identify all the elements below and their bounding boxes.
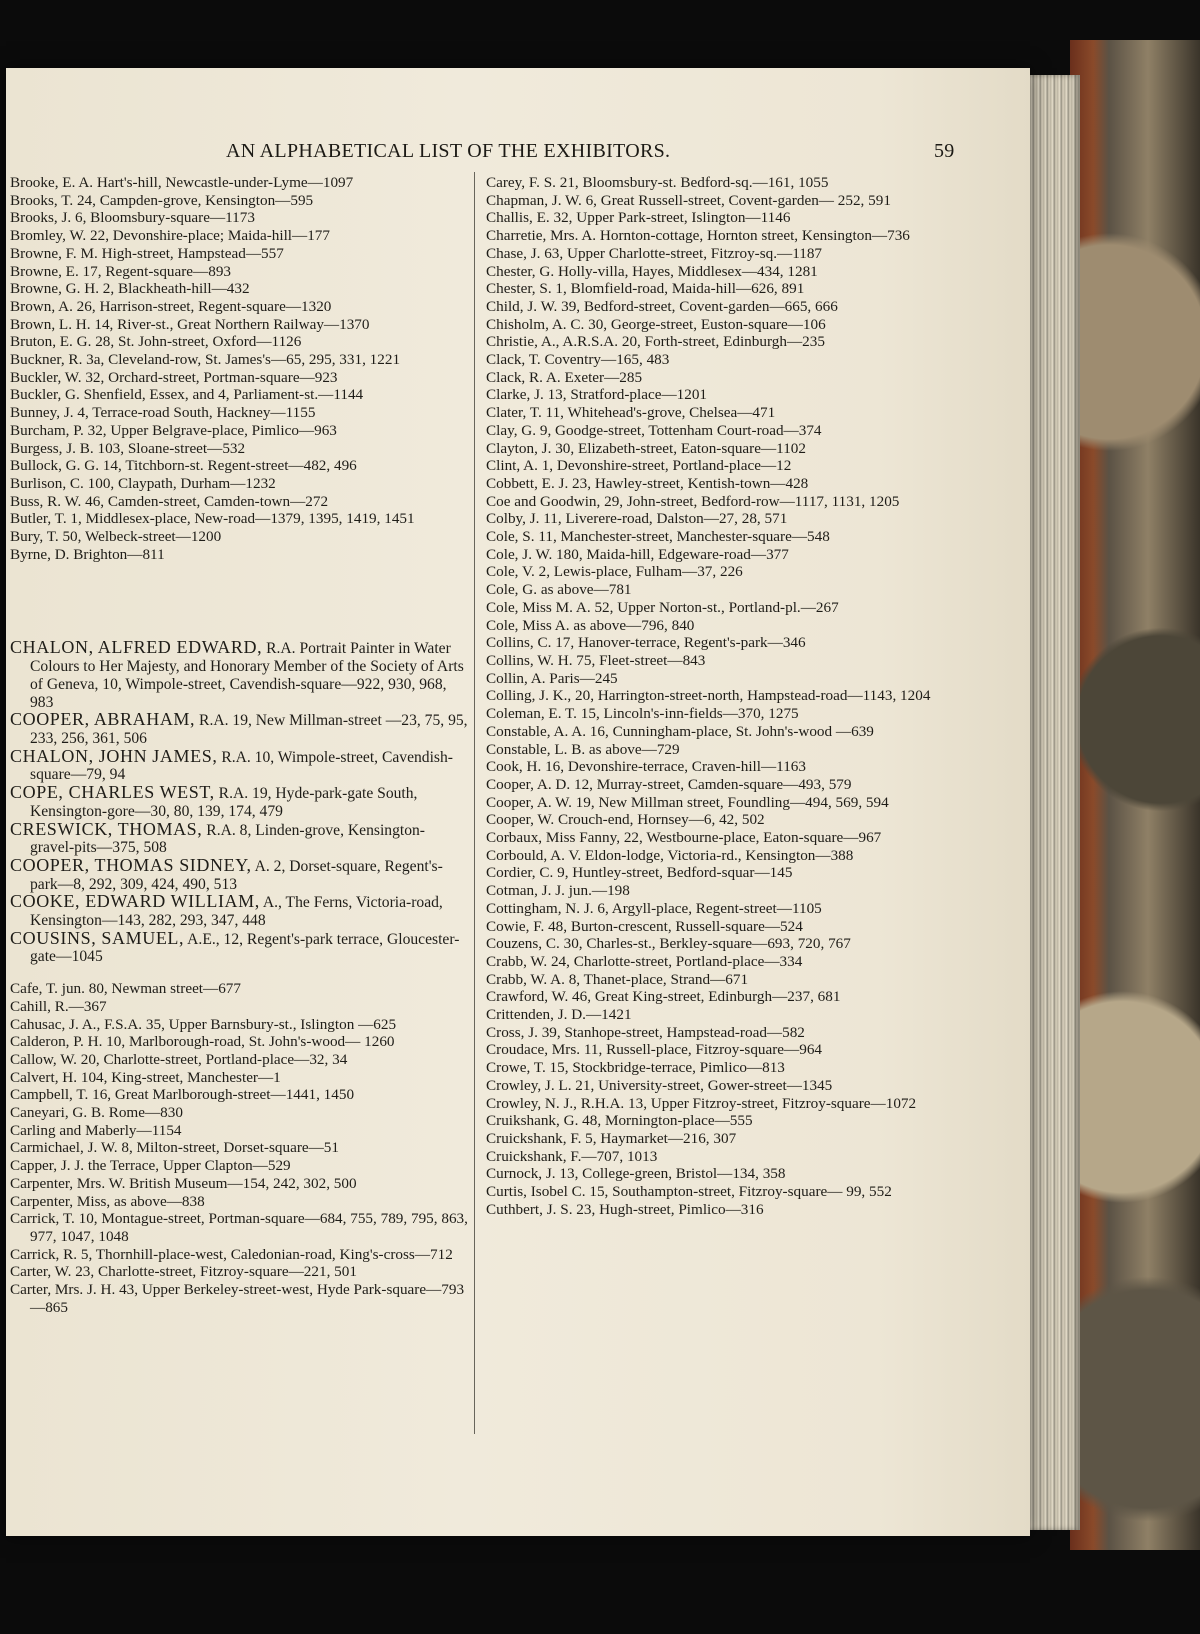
exhibitor-entry: Cahill, R.—367 xyxy=(10,997,107,1015)
exhibitor-entry: Carey, F. S. 21, Bloomsbury-st. Bedford-sq.—161, 1055 xyxy=(486,174,829,191)
exhibitor-entry: Bullock, G. G. 14, Titchborn-st. Regent-street—482, 496 xyxy=(10,457,357,475)
academician-entry xyxy=(10,784,468,820)
academician-details: R.A. Portrait Painter in Water Colours to Her Majesty, and Honorary Member of the Society of Arts of Geneva, 10, Wimpole-street, Cavendish-square—922, 930, 968, 983 xyxy=(30,640,464,711)
academician-entry xyxy=(10,927,468,966)
exhibitor-entry: Burlison, C. 100, Claypath, Durham—1232 xyxy=(10,474,276,492)
exhibitor-entry: Coleman, E. T. 15, Lincoln's-inn-fields—370, 1275 xyxy=(486,705,799,723)
exhibitor-entry: Crowley, J. L. 21, University-street, Gower-street—1345 xyxy=(486,1076,833,1094)
academician-details: R.A. 19, New Millman-street —23, 75, 95, 233, 256, 361, 506 xyxy=(30,712,468,747)
exhibitor-entry: Constable, A. A. 16, Cunningham-place, St. John's-wood —639 xyxy=(486,722,874,740)
exhibitor-entry: Crowley, N. J., R.H.A. 13, Upper Fitzroy-street, Fitzroy-square—1072 xyxy=(486,1094,917,1112)
academician-details: A. 2, Dorset-square, Regent's-park—8, 292, 309, 424, 490, 513 xyxy=(30,857,443,893)
exhibitor-entry: Carter, W. 23, Charlotte-street, Fitzroy-square—221, 501 xyxy=(10,1263,357,1281)
exhibitor-entry: Colling, J. K., 20, Harrington-street-north, Hampstead-road—1143, 1204 xyxy=(486,687,931,705)
right-column xyxy=(486,174,960,1218)
exhibitor-entry: Butler, T. 1, Middlesex-place, New-road—1379, 1395, 1419, 1451 xyxy=(10,510,415,528)
page-title: AN ALPHABETICAL LIST OF THE EXHIBITORS. xyxy=(226,140,671,162)
academician-name: CHALON, ALFRED EDWARD, xyxy=(10,637,263,658)
exhibitor-entry: Clint, A. 1, Devonshire-street, Portland-place—12 xyxy=(486,457,792,475)
academician-name: COUSINS, SAMUEL, xyxy=(10,927,185,948)
exhibitor-entry: Cole, S. 11, Manchester-street, Manchester-square—548 xyxy=(486,528,830,546)
academician-details: R.A. 10, Wimpole-street, Cavendish-square—79, 94 xyxy=(30,748,453,784)
exhibitor-entry: Calvert, H. 104, King-street, Manchester—1 xyxy=(10,1068,281,1086)
exhibitor-entry: Browne, E. 17, Regent-square—893 xyxy=(10,262,232,280)
exhibitor-entry: Crabb, W. 24, Charlotte-street, Portland-place—334 xyxy=(486,952,803,970)
exhibitor-entry: Browne, F. M. High-street, Hampstead—557 xyxy=(10,244,284,262)
exhibitor-entry: Byrne, D. Brighton—811 xyxy=(10,545,165,563)
exhibitor-entry: Colby, J. 11, Liverere-road, Dalston—27, 28, 571 xyxy=(486,510,788,528)
academician-name: COOPER, ABRAHAM, xyxy=(10,709,196,730)
academician-details: R.A. 19, Hyde-park-gate South, Kensington-gore—30, 80, 139, 174, 479 xyxy=(30,785,418,820)
exhibitor-entry: Cafe, T. jun. 80, Newman street—677 xyxy=(10,980,241,998)
exhibitor-entry: Couzens, C. 30, Charles-st., Berkley-square—693, 720, 767 xyxy=(486,935,851,953)
exhibitor-entry: Collins, W. H. 75, Fleet-street—843 xyxy=(486,651,706,669)
exhibitor-entry: Cole, J. W. 180, Maida-hill, Edgeware-road—377 xyxy=(486,545,789,563)
exhibitor-entry: Carmichael, J. W. 8, Milton-street, Dorset-square—51 xyxy=(10,1139,339,1157)
exhibitor-entry: Crittenden, J. D.—1421 xyxy=(486,1006,632,1024)
exhibitor-entry: Cobbett, E. J. 23, Hawley-street, Kentish-town—428 xyxy=(486,474,809,492)
exhibitor-entry: Cowie, F. 48, Burton-crescent, Russell-square—524 xyxy=(486,917,803,935)
page-edges xyxy=(1030,75,1080,1530)
exhibitor-entry: Capper, J. J. the Terrace, Upper Clapton—529 xyxy=(10,1157,291,1175)
exhibitor-entry: Calderon, P. H. 10, Marlborough-road, St. John's-wood— 1260 xyxy=(10,1033,395,1051)
academician-name: COPE, CHARLES WEST, xyxy=(10,782,215,803)
exhibitor-entry: Corbaux, Miss Fanny, 22, Westbourne-place, Eaton-square—967 xyxy=(486,829,882,847)
exhibitor-entry: Chase, J. 63, Upper Charlotte-street, Fitzroy-sq.—1187 xyxy=(486,244,823,262)
academician-name: CRESWICK, THOMAS, xyxy=(10,818,203,839)
academician-details: R.A. 8, Linden-grove, Kensington-gravel-pits—375, 508 xyxy=(30,821,425,857)
exhibitor-entry: Clack, R. A. Exeter—285 xyxy=(486,368,643,386)
exhibitor-entry: Child, J. W. 39, Bedford-street, Covent-garden—665, 666 xyxy=(486,297,838,315)
exhibitor-entry: Buckler, W. 32, Orchard-street, Portman-square—923 xyxy=(10,368,338,386)
academician-entry xyxy=(10,854,468,893)
exhibitor-entry: Chester, S. 1, Blomfield-road, Maida-hill—626, 891 xyxy=(486,280,805,298)
exhibitor-entry: Buss, R. W. 46, Camden-street, Camden-town—272 xyxy=(10,492,329,510)
exhibitor-entry: Charretie, Mrs. A. Hornton-cottage, Hornton street, Kensington—736 xyxy=(486,227,910,245)
exhibitor-entry: Clayton, J. 30, Elizabeth-street, Eaton-square—1102 xyxy=(486,439,806,457)
academician-name: COOPER, THOMAS SIDNEY, xyxy=(10,854,252,875)
exhibitor-entry: Bruton, E. G. 28, St. John-street, Oxford—1126 xyxy=(10,333,302,351)
exhibitor-entry: Buckner, R. 3a, Cleveland-row, St. James's—65, 295, 331, 1221 xyxy=(10,351,401,369)
exhibitor-entry: Burcham, P. 32, Upper Belgrave-place, Pimlico—963 xyxy=(10,421,337,439)
exhibitor-entry: Chisholm, A. C. 30, George-street, Euston-square—106 xyxy=(486,315,826,333)
exhibitor-entry: Curnock, J. 13, College-green, Bristol—134, 358 xyxy=(486,1165,786,1183)
academician-entry xyxy=(10,893,468,929)
exhibitor-entry: Cole, G. as above—781 xyxy=(486,581,632,599)
exhibitor-entry: Clack, T. Coventry—165, 483 xyxy=(486,351,670,369)
academician-entry xyxy=(10,639,468,711)
exhibitor-entry: Crowe, T. 15, Stockbridge-terrace, Pimlico—813 xyxy=(486,1059,785,1077)
exhibitor-list-b xyxy=(10,174,468,563)
left-column xyxy=(10,174,468,1316)
academician-details: A., The Ferns, Victoria-road, Kensington—143, 282, 293, 347, 448 xyxy=(30,894,443,930)
exhibitor-entry: Callow, W. 20, Charlotte-street, Portland-place—32, 34 xyxy=(10,1050,348,1068)
exhibitor-entry: Corbould, A. V. Eldon-lodge, Victoria-rd., Kensington—388 xyxy=(486,846,854,864)
exhibitor-entry: Carrick, T. 10, Montague-street, Portman-square—684, 755, 789, 795, 863, 977, 1047, 1048 xyxy=(10,1210,468,1245)
exhibitor-entry: Cooper, W. Crouch-end, Hornsey—6, 42, 502 xyxy=(486,811,765,829)
exhibitor-entry: Curtis, Isobel C. 15, Southampton-street, Fitzroy-square— 99, 552 xyxy=(486,1183,892,1201)
exhibitor-entry: Cole, Miss M. A. 52, Upper Norton-st., Portland-pl.—267 xyxy=(486,598,839,616)
exhibitor-entry: Croudace, Mrs. 11, Russell-place, Fitzroy-square—964 xyxy=(486,1041,823,1059)
exhibitor-entry: Cruikshank, G. 48, Mornington-place—555 xyxy=(486,1112,753,1130)
exhibitor-entry: Crabb, W. A. 8, Thanet-place, Strand—671 xyxy=(486,970,749,988)
exhibitor-entry: Burgess, J. B. 103, Sloane-street—532 xyxy=(10,439,246,457)
exhibitor-entry: Collin, A. Paris—245 xyxy=(486,669,618,687)
exhibitor-entry: Buckler, G. Shenfield, Essex, and 4, Parliament-st.—1144 xyxy=(10,386,364,404)
exhibitor-entry: Collins, C. 17, Hanover-terrace, Regent's-park—346 xyxy=(486,634,806,652)
column-divider xyxy=(474,172,475,1434)
page-number: 59 xyxy=(934,140,955,162)
exhibitor-entry: Cole, Miss A. as above—796, 840 xyxy=(486,616,695,634)
academician-entry xyxy=(10,818,468,857)
exhibitor-entry: Browne, G. H. 2, Blackheath-hill—432 xyxy=(10,280,250,298)
exhibitor-entry: Brown, A. 26, Harrison-street, Regent-square—1320 xyxy=(10,297,332,315)
exhibitor-entry: Cooper, A. W. 19, New Millman street, Foundling—494, 569, 594 xyxy=(486,793,889,811)
exhibitor-list-ca xyxy=(10,980,468,1316)
exhibitor-entry: Bury, T. 50, Welbeck-street—1200 xyxy=(10,528,222,546)
exhibitor-entry: Cruickshank, F. 5, Haymarket—216, 307 xyxy=(486,1129,737,1147)
exhibitor-entry: Cuthbert, J. S. 23, Hugh-street, Pimlico—316 xyxy=(486,1200,764,1218)
exhibitor-entry: Cordier, C. 9, Huntley-street, Bedford-squar—145 xyxy=(486,864,793,882)
academician-name: COOKE, EDWARD WILLIAM, xyxy=(10,891,260,912)
exhibitor-entry: Clarke, J. 13, Stratford-place—1201 xyxy=(486,386,708,404)
exhibitor-entry: Cruickshank, F.—707, 1013 xyxy=(486,1147,658,1165)
exhibitor-entry: Carrick, R. 5, Thornhill-place-west, Caledonian-road, King's-cross—712 xyxy=(10,1245,453,1263)
exhibitor-entry: Chapman, J. W. 6, Great Russell-street, Covent-garden— 252, 591 xyxy=(486,191,891,209)
exhibitor-entry: Crawford, W. 46, Great King-street, Edinburgh—237, 681 xyxy=(486,988,841,1006)
exhibitor-entry: Clater, T. 11, Whitehead's-grove, Chelsea—471 xyxy=(486,404,776,422)
academician-details: A.E., 12, Regent's-park terrace, Gloucester-gate—1045 xyxy=(30,930,460,966)
marbled-cover xyxy=(1070,40,1200,1550)
exhibitor-entry: Brown, L. H. 14, River-st., Great Northern Railway—1370 xyxy=(10,315,370,333)
exhibitor-entry: Brooks, J. 6, Bloomsbury-square—1173 xyxy=(10,209,255,227)
exhibitor-entry: Cottingham, N. J. 6, Argyll-place, Regent-street—1105 xyxy=(486,899,822,917)
academicians-list xyxy=(10,639,468,966)
exhibitor-entry: Cahusac, J. A., F.S.A. 35, Upper Barnsbury-st., Islington —625 xyxy=(10,1015,397,1033)
exhibitor-entry: Christie, A., A.R.S.A. 20, Forth-street, Edinburgh—235 xyxy=(486,333,825,351)
exhibitor-entry: Caneyari, G. B. Rome—830 xyxy=(10,1104,183,1122)
exhibitor-entry: Cotman, J. J. jun.—198 xyxy=(486,882,630,900)
page-header xyxy=(6,140,1030,170)
exhibitor-entry: Clay, G. 9, Goodge-street, Tottenham Court-road—374 xyxy=(486,421,822,439)
exhibitor-entry: Carpenter, Mrs. W. British Museum—154, 242, 302, 500 xyxy=(10,1174,357,1192)
exhibitor-entry: Bunney, J. 4, Terrace-road South, Hackney—1155 xyxy=(10,404,316,422)
exhibitor-entry: Bromley, W. 22, Devonshire-place; Maida-hill—177 xyxy=(10,227,330,245)
academician-name: CHALON, JOHN JAMES, xyxy=(10,745,218,766)
exhibitor-entry: Constable, L. B. as above—729 xyxy=(486,740,680,758)
exhibitor-entry: Cook, H. 16, Devonshire-terrace, Craven-hill—1163 xyxy=(486,758,806,776)
exhibitor-entry: Coe and Goodwin, 29, John-street, Bedford-row—1117, 1131, 1205 xyxy=(486,492,900,510)
academician-entry xyxy=(10,745,468,784)
exhibitor-entry: Brooke, E. A. Hart's-hill, Newcastle-under-Lyme—1097 xyxy=(10,174,354,191)
exhibitor-entry: Campbell, T. 16, Great Marlborough-street—1441, 1450 xyxy=(10,1086,355,1104)
exhibitor-entry: Challis, E. 32, Upper Park-street, Islington—1146 xyxy=(486,209,791,227)
exhibitor-entry: Carling and Maberly—1154 xyxy=(10,1121,182,1139)
exhibitor-entry: Cole, V. 2, Lewis-place, Fulham—37, 226 xyxy=(486,563,743,581)
exhibitor-entry: Cooper, A. D. 12, Murray-street, Camden-square—493, 579 xyxy=(486,775,852,793)
exhibitor-entry: Carpenter, Miss, as above—838 xyxy=(10,1192,205,1210)
exhibitor-entry: Cross, J. 39, Stanhope-street, Hampstead-road—582 xyxy=(486,1023,805,1041)
exhibitor-entry: Brooks, T. 24, Campden-grove, Kensington—595 xyxy=(10,191,314,209)
exhibitor-entry: Chester, G. Holly-villa, Hayes, Middlesex—434, 1281 xyxy=(486,262,818,280)
exhibitor-entry: Carter, Mrs. J. H. 43, Upper Berkeley-street-west, Hyde Park-square—793—865 xyxy=(10,1281,465,1316)
academician-entry xyxy=(10,711,468,747)
